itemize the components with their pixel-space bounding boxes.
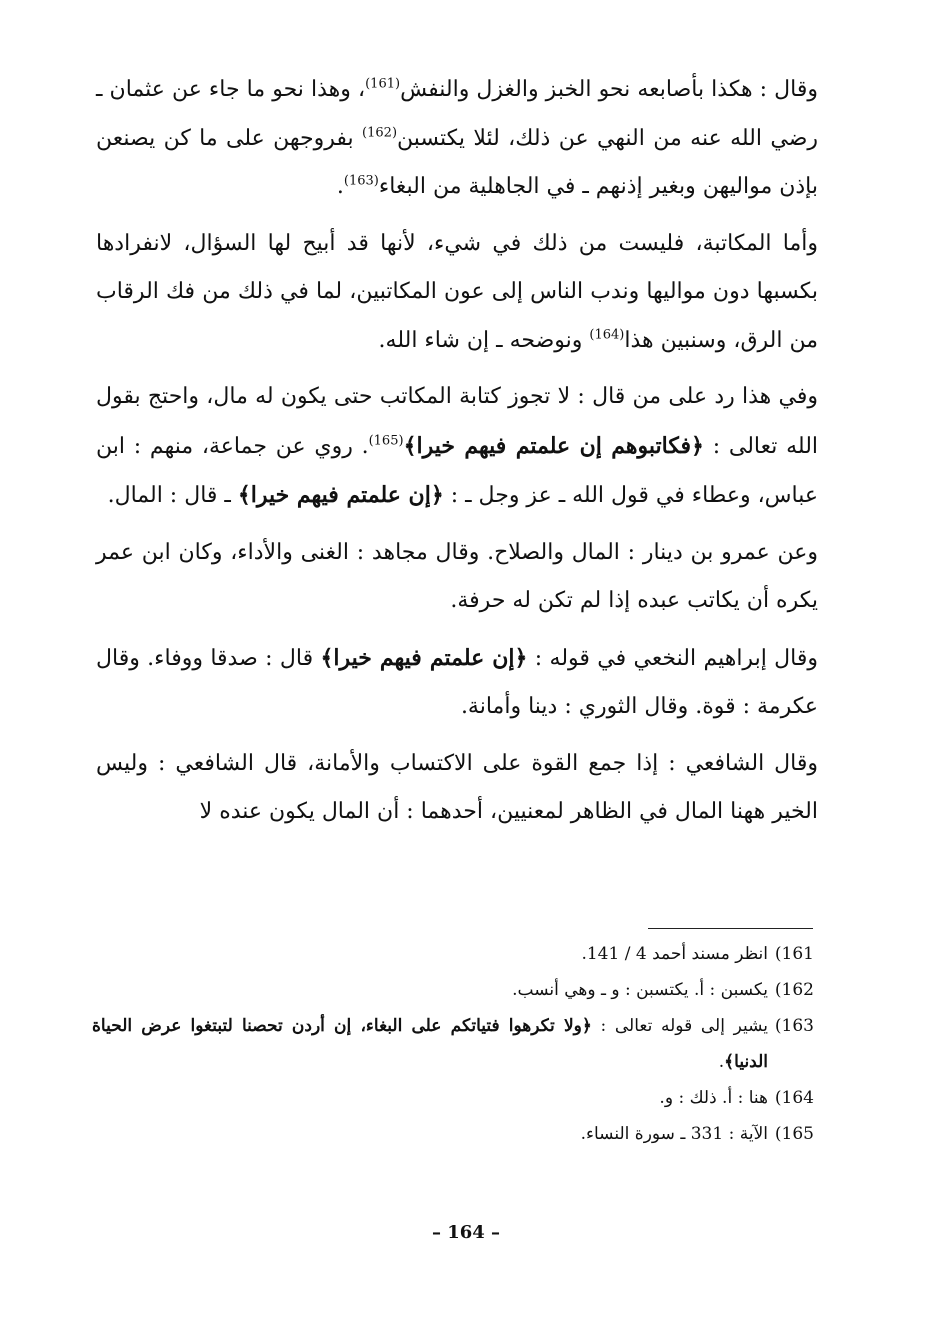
- text-run: وعن عمرو بن دينار : المال والصلاح. وقال مجاهد : الغنى والأداء، وكان ابن عمر يكره أن يكاتب عبده إذا لم تكن له حرفة.: [96, 539, 818, 613]
- footnote-164: [92, 1080, 814, 1116]
- text-run: .: [336, 174, 344, 199]
- footnote-ref-161[interactable]: (161): [365, 76, 401, 92]
- main-text: [96, 66, 818, 845]
- footnote-ref-165[interactable]: (165): [368, 433, 404, 449]
- footnote-163: [92, 1008, 814, 1080]
- page-number: – 164 –: [431, 1222, 501, 1243]
- footnote-ref-163[interactable]: (163): [343, 173, 379, 189]
- footnote-text: يكسبن : أ. يكتسبن : و ـ وهي أنسب.: [512, 980, 768, 1000]
- text-run: وقال : هكذا بأصابعه نحو الخبز والغزل والنفش: [400, 77, 818, 102]
- paragraph-6: [96, 740, 818, 837]
- quran-quote: ﴿ولا تكرهوا فتياتكم على البغاء، إن أردن تحصنا لتبتغوا عرض الحياة الدنيا﴾: [92, 1016, 768, 1072]
- paragraph-5: [96, 634, 818, 732]
- quran-quote: ﴿فكاتبوهم إن علمتم فيهم خيرا﴾: [403, 432, 704, 459]
- footnote-165: [92, 1116, 814, 1152]
- text-run: وأما المكاتبة، فليست من ذلك في شيء، لأنها قد أبيح لها السؤال، لانفرادها بكسبها دون مواليها وندب الناس إلى عون المكاتبين، لما في ذلك من فك الرقاب من الرق، وسنبين هذا: [96, 230, 818, 353]
- text-run: .: [718, 1052, 725, 1072]
- footnote-ref-162[interactable]: (162): [362, 125, 398, 141]
- text-run: وفي هذا رد على من قال : لا تجوز كتابة المكاتب حتى يكون له مال، واحتج بقول الله تعالى :: [96, 384, 819, 459]
- text-run: ونوضحه ـ إن شاء الله.: [378, 327, 590, 353]
- quran-quote: ﴿إن علمتم فيهم خيرا﴾: [320, 644, 528, 671]
- footnote-text: [92, 1008, 768, 1080]
- paragraph-4: [96, 529, 818, 626]
- text-run: يشير إلى قوله تعالى :: [591, 1016, 768, 1036]
- footnote-number: 161): [774, 944, 814, 964]
- footnote-number: 165): [774, 1124, 814, 1144]
- text-run: . روي عن جماعة، منهم : ابن عباس، وعطاء في قول الله ـ عز وجل ـ :: [96, 433, 818, 508]
- footnote-ref-164[interactable]: (164): [589, 327, 625, 343]
- text-run: وقال الشافعي : إذا جمع القوة على الاكتساب والأمانة، قال الشافعي : وليس الخير ههنا المال في الظاهر لمعنيين، أحدهما : أن المال يكون عنده لا: [96, 750, 818, 824]
- footnote-number: 162): [774, 980, 814, 1000]
- footnote-number: 163): [774, 1016, 814, 1036]
- paragraph-2: [96, 220, 818, 366]
- paragraph-3: [96, 373, 818, 521]
- quran-quote: ﴿إن علمتم فيهم خيرا﴾: [237, 482, 444, 508]
- footnote-text: الآية : 331 ـ سورة النساء.: [580, 1124, 768, 1144]
- paragraph-1: [96, 66, 818, 212]
- footnote-text: انظر مسند أحمد 4 / 141.: [581, 944, 768, 964]
- footnote-text: هنا : أ. ذلك : و.: [659, 1088, 768, 1108]
- text-run: ـ قال : المال.: [107, 483, 238, 508]
- text-run: ، وهذا نحو ما جاء عن عثمان ـ رضي الله عنه من النهي عن ذلك، لئلا يكتسبن: [96, 77, 818, 151]
- text-run: قال : صدقا ووفاء. وقال عكرمة : قوة. وقال الثوري : دينا وأمانة.: [96, 645, 818, 719]
- footnote-number: 164): [774, 1088, 814, 1108]
- footnote-162: [92, 972, 814, 1008]
- footnote-161: [92, 936, 814, 972]
- footnotes: [92, 936, 814, 1152]
- text-run: بفروجهن على ما كن يصنعن بإذن مواليهن وبغير إذنهم ـ في الجاهلية من البغاء: [96, 125, 818, 199]
- footnote-separator: [648, 928, 813, 929]
- text-run: وقال إبراهيم النخعي في قوله :: [527, 645, 818, 671]
